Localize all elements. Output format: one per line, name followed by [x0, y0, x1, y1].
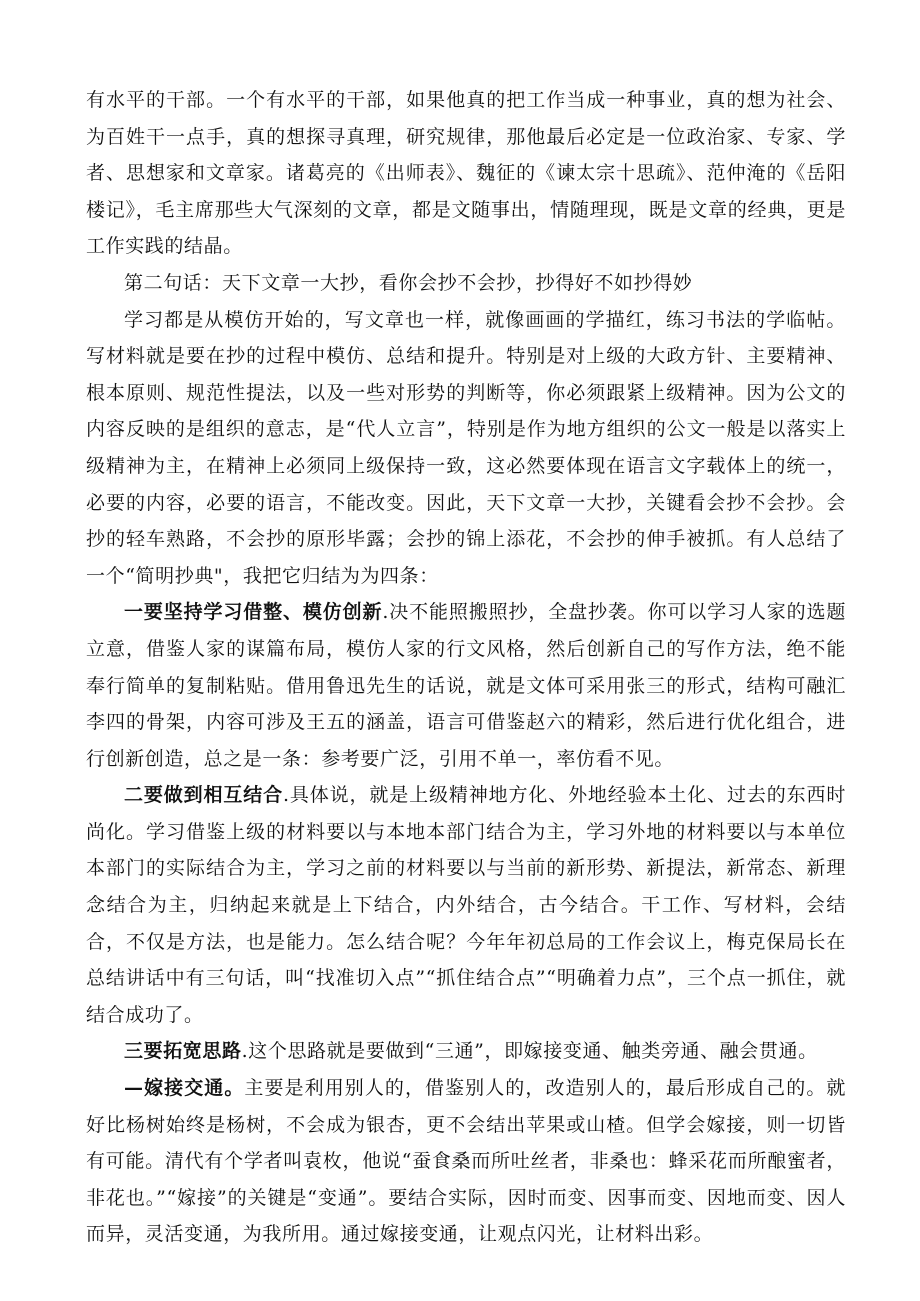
- sub-point-grafting-text: 主要是利用别人的，借鉴别人的，改造别人的，最后形成自己的。就好比杨树始终是杨树，不会成为银杏，更不会结出苹果或山楂。但学会嫁接，则一切皆有可能。清代有个学者叫袁枚，他说“蚕食桑而所吐丝者，非桑也：蜂采花而所酿蜜者，非花也。”“嫁接”的关键是“变通”。要结合实际，因时而变、因事而变、因地而变、因人而异，灵活变通，为我所用。通过嫁接变通，让观点闪光，让材料出彩。: [86, 1077, 846, 1246]
- paragraph-imitation: [86, 302, 846, 595]
- sub-point-grafting-heading: —嫁接交通。: [124, 1077, 245, 1100]
- document-body: [86, 82, 846, 1253]
- point-three-heading: 三要拓宽思路: [124, 1040, 242, 1063]
- point-three-text: .这个思路就是要做到“三通”，即嫁接变通、触类旁通、融会贯通。: [241, 1040, 818, 1063]
- point-three: [86, 1033, 846, 1070]
- point-two: [86, 777, 846, 1033]
- point-one-text: .决不能照搬照抄，全盘抄袭。你可以学习人家的选题立意，借鉴人家的谋篇布局，模仿人家的行文风格，然后创新自己的写作方法，绝不能奉行简单的复制粘贴。借用鲁迅先生的话说，就是文体可采用张三的形式，结构可融汇李四的骨架，内容可涉及王五的涵盖，语言可借鉴赵六的精彩，然后进行优化组合，进行创新创造，总之是一条：参考要广泛，引用不单一，率仿看不见。: [86, 601, 846, 770]
- point-two-text: .具体说，就是上级精神地方化、外地经验本土化、过去的东西时尚化。学习借鉴上级的材料要以与本地本部门结合为主，学习外地的材料要以与本单位本部门的实际结合为主，学习之前的材料要以与当前的新形势、新提法，新常态、新理念结合为主，归纳起来就是上下结合，内外结合，古今结合。干工作、写材料，会结合，不仅是方法，也是能力。怎么结合呢？今年年初总局的工作会议上，梅克保局长在总结讲话中有三句话，叫“找准切入点”“抓住结合点”“明确着力点”，三个点一抓住，就结合成功了。: [86, 784, 846, 1026]
- paragraph-imitation-text: 学习都是从模仿开始的，写文章也一样，就像画画的学描红，练习书法的学临帖。写材料就是要在抄的过程中模仿、总结和提升。特别是对上级的大政方针、主要精神、根本原则、规范性提法，以及一些对形势的判断等，你必须跟紧上级精神。因为公文的内容反映的是组织的意志，是“代人立言”，特别是作为地方组织的公文一般是以落实上级精神为主，在精神上必须同上级保持一致，这必然要体现在语言文字载体上的统一，必要的内容，必要的语言，不能改变。因此，天下文章一大抄，关键看会抄不会抄。会抄的轻车熟路，不会抄的原形毕露；会抄的锦上添花，不会抄的伸手被抓。有人总结了一个“简明抄典"，我把它归结为为四条：: [86, 308, 846, 587]
- section-heading-second-saying: 第二句话：天下文章一大抄，看你会抄不会抄，抄得好不如抄得妙: [124, 271, 693, 294]
- point-one-heading: 一要坚持学习借整、模仿创新: [124, 601, 383, 624]
- sub-point-grafting: [86, 1070, 846, 1253]
- point-two-heading: 二要做到相互结合: [124, 784, 283, 807]
- point-one: [86, 594, 846, 777]
- paragraph-continuation: 有水平的干部。一个有水平的干部，如果他真的把工作当成一种事业，真的想为社会、为百姓干一点手，真的想探寻真理，研究规律，那他最后必定是一位政治家、专家、学者、思想家和文章家。诸葛亮的《出师表》、魏征的《谏太宗十思疏》、范仲淹的《岳阳楼记》，毛主席那些大气深刻的文章，都是文随事出，情随理现，既是文章的经典，更是工作实践的结晶。: [86, 89, 846, 258]
